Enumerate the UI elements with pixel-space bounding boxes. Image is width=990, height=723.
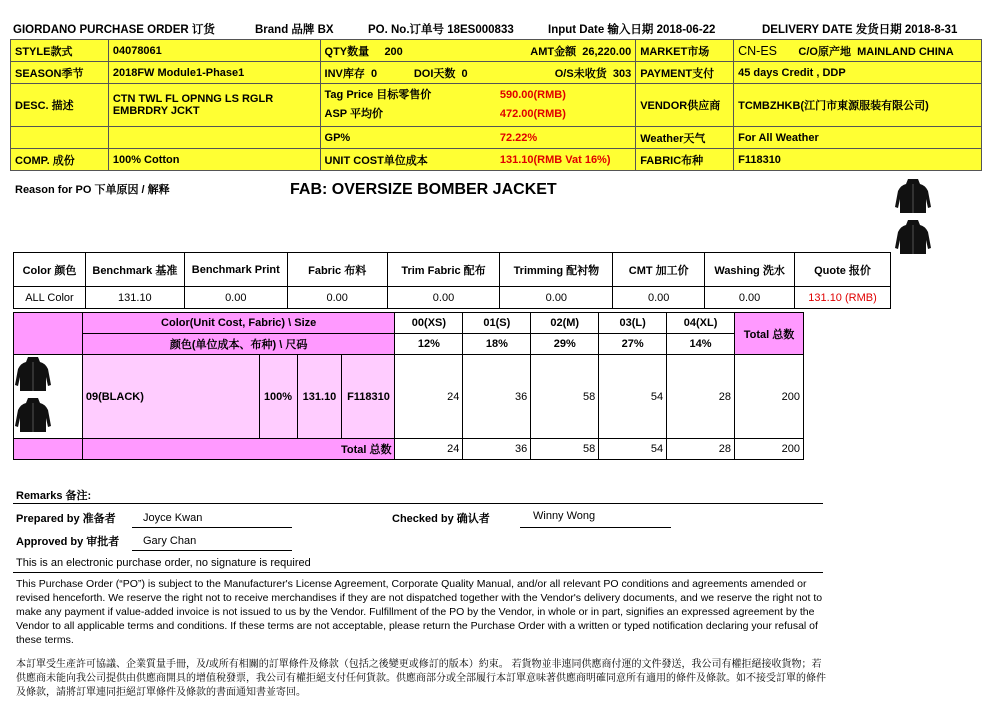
cost-value: 0.00: [613, 287, 705, 309]
size-label: 02(M): [531, 313, 599, 334]
doi-label: DOI天数: [413, 67, 456, 80]
size-ratio: 27%: [599, 334, 667, 355]
payment-value: 45 days Credit , DDP: [734, 62, 982, 84]
cost-header: Washing 洗水: [705, 253, 795, 287]
cost-header: Trim Fabric 配布: [387, 253, 500, 287]
brand: Brand 品牌 BX: [255, 24, 334, 36]
row-color: 09(BLACK): [82, 355, 259, 439]
inv-value: 0: [371, 67, 378, 80]
row-total: 200: [735, 355, 804, 439]
desc-label: DESC. 描述: [11, 84, 109, 127]
size-ratio: 14%: [667, 334, 735, 355]
input-date: Input Date 输入日期 2018-06-22: [548, 24, 716, 36]
reason-label: Reason for PO 下单原因 / 解释: [15, 184, 170, 196]
season-value: 2018FW Module1-Phase1: [108, 62, 320, 84]
total-qty: 54: [599, 439, 667, 460]
fabric-value: F118310: [734, 149, 982, 171]
cost-value: ALL Color: [14, 287, 86, 309]
amt-cell: [496, 40, 636, 62]
po-number: PO. No.订单号 18ES000833: [368, 24, 514, 36]
delivery-date: DELIVERY DATE 发货日期 2018-8-31: [762, 24, 958, 36]
style-label: STYLE款式: [11, 40, 109, 62]
size-header-cn: 颜色(单位成本、布种) \ 尺码: [82, 334, 395, 355]
market-label: MARKET市场: [636, 40, 734, 62]
inv-cell: [320, 62, 496, 84]
fab-title: FAB: OVERSIZE BOMBER JACKET: [290, 181, 557, 198]
market-cell: [734, 40, 982, 62]
cost-header: Color 颜色: [14, 253, 86, 287]
size-ratio: 18%: [463, 334, 531, 355]
desc-line-2: EMBRDRY JCKT: [112, 105, 200, 117]
cost-table: [13, 252, 891, 309]
cost-value: 0.00: [387, 287, 500, 309]
approved-value: Gary Chan: [143, 535, 197, 547]
weather-value: For All Weather: [734, 127, 982, 149]
cost-header: Benchmark 基准: [85, 253, 184, 287]
gp-label: GP%: [320, 127, 496, 149]
row-qty: 58: [531, 355, 599, 439]
approved-label: Approved by 审批者: [16, 536, 120, 548]
size-label: 01(S): [463, 313, 531, 334]
price-labels: [320, 84, 496, 127]
style-value: 04078061: [108, 40, 320, 62]
po-title: GIORDANO PURCHASE ORDER 订货: [13, 24, 215, 36]
total-header: Total 总数: [735, 313, 804, 355]
desc-line-1: CTN TWL FL OPNNG LS RGLR: [112, 93, 274, 105]
row-qty: 24: [395, 355, 463, 439]
blank-cell-2: [108, 127, 320, 149]
os-cell: [496, 62, 636, 84]
signature-line: [132, 550, 292, 551]
divider: [13, 503, 823, 504]
divider: [13, 572, 823, 573]
total-qty: 28: [667, 439, 735, 460]
cost-header: Fabric 布料: [287, 253, 387, 287]
total-qty: 24: [395, 439, 463, 460]
row-qty: 28: [667, 355, 735, 439]
cost-value: 0.00: [705, 287, 795, 309]
checked-value: Winny Wong: [533, 510, 596, 522]
gp-value: 72.22%: [496, 127, 636, 149]
size-label: 04(XL): [667, 313, 735, 334]
market-value: CN-ES: [738, 43, 778, 58]
remarks-label: Remarks 备注:: [16, 490, 92, 502]
totals-row: [14, 439, 804, 460]
jacket-thumb-front: [15, 357, 51, 393]
totals-label: Total 总数: [82, 439, 395, 460]
prepared-value: Joyce Kwan: [143, 512, 203, 524]
origin-value: MAINLAND CHINA: [857, 45, 954, 58]
qty-label: QTY数量: [324, 45, 370, 58]
terms-chinese: 本訂單受生產許可協議、企業質量手冊，及/或所有相關的訂單條件及條款（包括之後變更或修訂的版本）約束。 若貨物並非連同供應商付運的文件發送，我公司有權拒絕接收貨物；若供應商未能向我公司提供由供應商開具的增值稅發票，我公司有權拒絕支付任何貨款。供應商部分或全部履行本訂單意味著供應商明確同意所有適用的條件及條款。如不接受訂單的條件及條款，請將訂單連同拒絕訂單條件及條款的書面通知書並寄回。: [16, 659, 826, 698]
vendor-value: TCMBZHKB(江门市東源服装有限公司): [734, 84, 982, 127]
row-fabric: F118310: [342, 355, 395, 439]
cost-value: 0.00: [184, 287, 287, 309]
cost-value: 0.00: [500, 287, 613, 309]
tag-label: Tag Price 目标零售价: [324, 89, 432, 101]
terms-english: This Purchase Order (“PO”) is subject to the Manufacturer's License Agreement, Corporate Quality Manual, and/or all relevant PO conditions and agreements amended or revised henceforth. We reserve the right not to receive merchandises if they are not dispatched together with the Vendor's delivery documents, and we reserve the right not to make any payment if value-added invoice is not issued to us by the Vendor. Fulfillment of the PO by the Vendor, in whole or in part, signifies an expressed agreement by the Vendor to all applicable terms and conditions. If these terms are not acceptable, please return the Purchase Order with a written or typed notification declaring your refusal of these terms.: [16, 578, 823, 646]
total-qty: 36: [463, 439, 531, 460]
os-label: O/S未收货: [554, 67, 607, 80]
cost-value-row: [14, 287, 891, 309]
cost-header-row: [14, 253, 891, 287]
totals-corner: [14, 439, 83, 460]
size-corner: [14, 313, 83, 355]
tag-value: 590.00(RMB): [499, 89, 566, 101]
size-label: 00(XS): [395, 313, 463, 334]
cost-header: Benchmark Print: [184, 253, 287, 287]
size-ratio: 12%: [395, 334, 463, 355]
comp-label: COMP. 成份: [11, 149, 109, 171]
size-label: 03(L): [599, 313, 667, 334]
cost-header: Trimming 配衬物: [500, 253, 613, 287]
blank-cell-1: [11, 127, 109, 149]
jacket-thumb-back: [15, 398, 51, 434]
price-values: [496, 84, 636, 127]
qty-value: 200: [384, 45, 403, 58]
color-swatch-cell: [14, 355, 83, 439]
amt-value: 26,220.00: [582, 45, 632, 58]
doi-value: 0: [461, 67, 468, 80]
os-value: 303: [612, 67, 632, 80]
size-row: [14, 355, 804, 439]
comp-value: 100% Cotton: [108, 149, 320, 171]
signature-line: [132, 527, 292, 528]
info-table: [10, 39, 982, 171]
row-qty: 36: [463, 355, 531, 439]
cost-value: 131.10 (RMB): [795, 287, 891, 309]
payment-label: PAYMENT支付: [636, 62, 734, 84]
cost-header: Quote 报价: [795, 253, 891, 287]
desc-value: [108, 84, 320, 127]
jacket-image-front: [895, 179, 931, 215]
unitcost-label: UNIT COST单位成本: [320, 149, 496, 171]
inv-label: INV库存: [324, 67, 365, 80]
amt-label: AMT金额: [530, 45, 577, 58]
jacket-image-back: [895, 220, 931, 256]
fabric-label: FABRIC布种: [636, 149, 734, 171]
qty-cell: [320, 40, 496, 62]
total-qty: 58: [531, 439, 599, 460]
size-ratio: 29%: [531, 334, 599, 355]
origin-label: C/O原产地: [798, 45, 851, 58]
vendor-label: VENDOR供应商: [636, 84, 734, 127]
weather-label: Weather天气: [636, 127, 734, 149]
cost-header: CMT 加工价: [613, 253, 705, 287]
electronic-note: This is an electronic purchase order, no signature is required: [16, 557, 311, 569]
season-label: SEASON季节: [11, 62, 109, 84]
checked-label: Checked by 确认者: [392, 513, 490, 525]
grand-total: 200: [735, 439, 804, 460]
prepared-label: Prepared by 准备者: [16, 513, 116, 525]
asp-value: 472.00(RMB): [499, 108, 566, 120]
cost-value: 131.10: [85, 287, 184, 309]
row-pct: 100%: [259, 355, 297, 439]
cost-value: 0.00: [287, 287, 387, 309]
row-cost: 131.10: [297, 355, 342, 439]
row-qty: 54: [599, 355, 667, 439]
unitcost-value: 131.10(RMB Vat 16%): [496, 149, 636, 171]
size-table: [13, 312, 804, 460]
asp-label: ASP 平均价: [324, 108, 384, 120]
size-header-en: Color(Unit Cost, Fabric) \ Size: [82, 313, 395, 334]
signature-line: [520, 527, 671, 528]
